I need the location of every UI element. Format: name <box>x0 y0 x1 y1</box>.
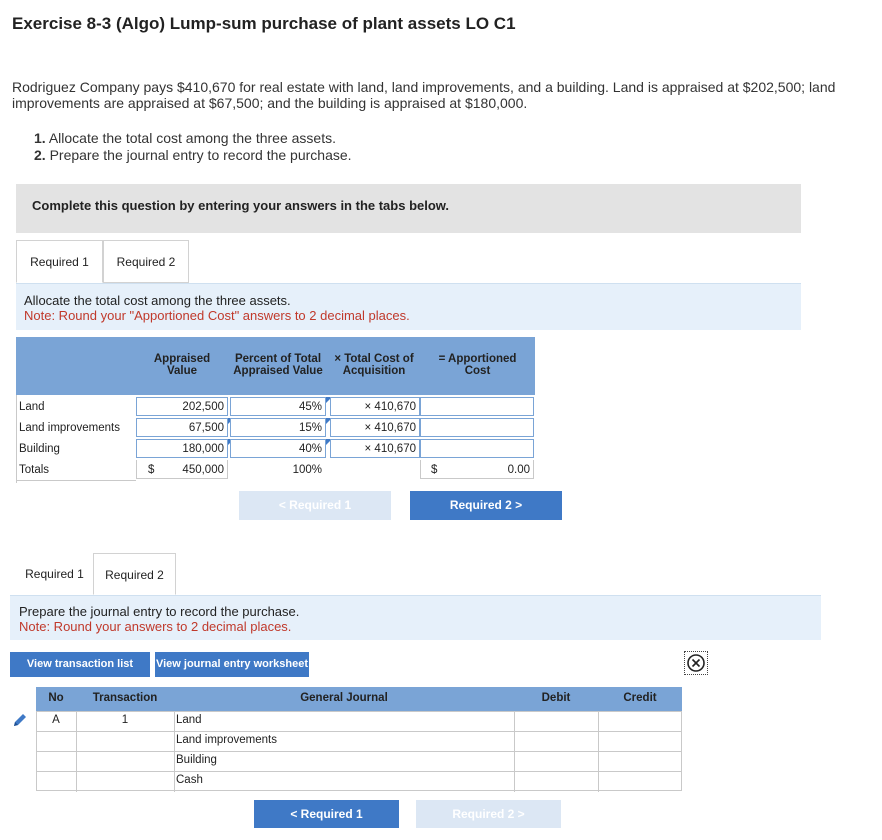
cost-land-value: × 410,670 <box>364 401 416 413</box>
header-total-cost: × Total Cost of Acquisition <box>334 353 414 377</box>
appraised-land-value: 202,500 <box>182 401 224 413</box>
col-credit: Credit <box>623 692 657 704</box>
totals-percent-value: 100% <box>292 464 322 476</box>
problem-text: Rodriguez Company pays $410,670 for real estate with land, land improvements, and a building. Land is appraised at $202,500; land improvements are appraised at $67,500; and the building is appraised at $180,000. <box>12 79 836 111</box>
totals-apportioned-value: 0.00 <box>507 464 530 476</box>
journal-account-building[interactable]: Building <box>176 754 217 766</box>
row-label-land: Land <box>19 401 45 413</box>
header-appraised: Appraised Value <box>153 353 211 377</box>
apportioned-improvements-input[interactable] <box>420 418 534 437</box>
next-required-2-button[interactable]: Required 2 > <box>410 491 562 520</box>
col-debit: Debit <box>541 692 571 704</box>
row-label-totals: Totals <box>19 464 50 476</box>
req2-instructions <box>10 595 821 640</box>
tab-required-1-lower[interactable]: Required 1 <box>16 553 93 595</box>
cost-building-value: × 410,670 <box>364 443 416 455</box>
entry-no: A <box>52 714 60 726</box>
col-general-journal: General Journal <box>300 692 388 704</box>
req1-instruction-text: Allocate the total cost among the three assets. <box>24 293 291 308</box>
req1-instructions <box>16 283 801 330</box>
tab-required-2-lower[interactable]: Required 2 <box>93 553 176 595</box>
percent-improvements-value: 15% <box>298 422 322 434</box>
task-2: 2. Prepare the journal entry to record the purchase. <box>34 147 352 163</box>
row-label-building: Building <box>19 443 60 455</box>
page-title: Exercise 8-3 (Algo) Lump-sum purchase of plant assets LO C1 <box>12 14 516 33</box>
col-transaction: Transaction <box>92 692 158 704</box>
req2-note: Note: Round your answers to 2 decimal places. <box>19 619 292 634</box>
percent-building-value: 40% <box>298 443 322 455</box>
tab-required-2[interactable]: Required 2 <box>103 240 189 283</box>
row-label-land-improvements: Land improvements <box>19 422 120 434</box>
totals-apportioned-dollar: $ <box>431 464 438 476</box>
next-required-2-button-lower[interactable]: Required 2 > <box>416 800 561 828</box>
journal-account-land-improvements[interactable]: Land improvements <box>176 734 277 746</box>
journal-account-cash[interactable]: Cash <box>176 774 203 786</box>
close-icon[interactable] <box>684 651 708 675</box>
col-no: No <box>48 692 64 704</box>
apportioned-building-input[interactable] <box>420 439 534 458</box>
prev-required-1-button[interactable]: < Required 1 <box>239 491 391 520</box>
header-apportioned: = Apportioned Cost <box>438 353 517 377</box>
journal-account-land[interactable]: Land <box>176 714 202 726</box>
apportioned-land-input[interactable] <box>420 397 534 416</box>
appraised-building-value: 180,000 <box>182 443 224 455</box>
req2-instruction-text: Prepare the journal entry to record the purchase. <box>19 604 300 619</box>
tab-required-1[interactable]: Required 1 <box>16 240 103 283</box>
header-percent: Percent of Total Appraised Value <box>233 353 323 377</box>
entry-transaction: 1 <box>121 714 129 726</box>
appraised-improvements-value: 67,500 <box>188 422 224 434</box>
allocation-table <box>16 337 535 483</box>
task-1: 1. Allocate the total cost among the three assets. <box>34 130 336 146</box>
percent-land-value: 45% <box>298 401 322 413</box>
req1-note: Note: Round your "Apportioned Cost" answers to 2 decimal places. <box>24 308 410 323</box>
cost-improvements-value: × 410,670 <box>364 422 416 434</box>
totals-dollar-sign: $ <box>148 464 155 476</box>
edit-pencil-icon[interactable] <box>12 712 28 733</box>
prev-required-1-button-lower[interactable]: < Required 1 <box>254 800 399 828</box>
view-transaction-list-button[interactable]: View transaction list <box>10 652 150 677</box>
totals-appraised-value: 450,000 <box>182 464 224 476</box>
instructions-banner: Complete this question by entering your answers in the tabs below. <box>16 184 801 233</box>
view-journal-worksheet-button[interactable]: View journal entry worksheet <box>155 652 309 677</box>
